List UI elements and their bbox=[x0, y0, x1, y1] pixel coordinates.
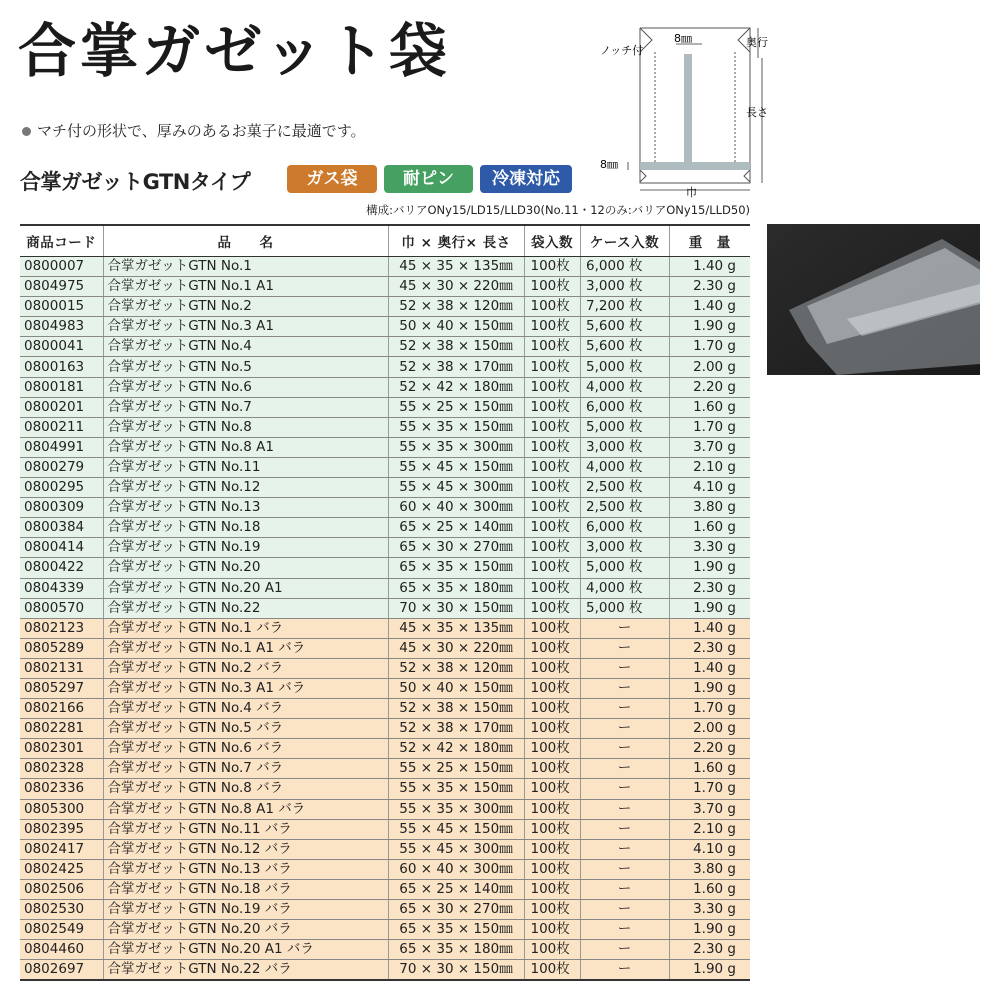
product-code: 0800422 bbox=[20, 558, 103, 578]
bag-quantity: 100枚 bbox=[524, 900, 580, 920]
case-quantity: 5,000 枚 bbox=[580, 357, 669, 377]
header-case-qty: ケース入数 bbox=[580, 225, 669, 257]
bag-diagram bbox=[600, 18, 780, 198]
table-row bbox=[20, 638, 750, 658]
product-weight: 3.70 g bbox=[669, 437, 750, 457]
case-quantity: 4,000 枚 bbox=[580, 377, 669, 397]
table-row bbox=[20, 759, 750, 779]
product-code: 0800181 bbox=[20, 377, 103, 397]
product-code: 0805300 bbox=[20, 799, 103, 819]
product-name: 合掌ガゼットGTN No.5 バラ bbox=[103, 719, 388, 739]
case-quantity: ー bbox=[580, 658, 669, 678]
case-quantity: ー bbox=[580, 719, 669, 739]
case-quantity: ー bbox=[580, 618, 669, 638]
product-size: 55 × 45 × 150㎜ bbox=[388, 819, 524, 839]
product-weight: 1.90 g bbox=[669, 598, 750, 618]
header-weight: 重 量 bbox=[669, 225, 750, 257]
product-size: 70 × 30 × 150㎜ bbox=[388, 960, 524, 981]
product-size: 55 × 45 × 300㎜ bbox=[388, 478, 524, 498]
table-row bbox=[20, 337, 750, 357]
case-quantity: ー bbox=[580, 879, 669, 899]
bag-quantity: 100枚 bbox=[524, 498, 580, 518]
product-weight: 1.90 g bbox=[669, 920, 750, 940]
product-code: 0800041 bbox=[20, 337, 103, 357]
product-name: 合掌ガゼットGTN No.13 bbox=[103, 498, 388, 518]
bag-quantity: 100枚 bbox=[524, 377, 580, 397]
length-label: 長さ bbox=[746, 106, 768, 119]
product-weight: 1.70 g bbox=[669, 699, 750, 719]
bag-quantity: 100枚 bbox=[524, 357, 580, 377]
product-code: 0802395 bbox=[20, 819, 103, 839]
product-size: 52 × 38 × 170㎜ bbox=[388, 719, 524, 739]
bag-outline bbox=[640, 28, 750, 183]
product-name: 合掌ガゼットGTN No.19 バラ bbox=[103, 900, 388, 920]
table-row bbox=[20, 277, 750, 297]
product-size: 65 × 35 × 150㎜ bbox=[388, 920, 524, 940]
case-quantity: ー bbox=[580, 799, 669, 819]
product-size: 55 × 35 × 300㎜ bbox=[388, 799, 524, 819]
case-quantity: 2,500 枚 bbox=[580, 498, 669, 518]
badge-pin-resistant: 耐ピン bbox=[384, 165, 473, 193]
table-row bbox=[20, 819, 750, 839]
table-row bbox=[20, 498, 750, 518]
table-row bbox=[20, 920, 750, 940]
table-row bbox=[20, 558, 750, 578]
product-code: 0800201 bbox=[20, 397, 103, 417]
case-quantity: 3,000 枚 bbox=[580, 538, 669, 558]
product-weight: 2.30 g bbox=[669, 277, 750, 297]
table-row bbox=[20, 658, 750, 678]
product-weight: 1.70 g bbox=[669, 337, 750, 357]
composition-note: 構成:バリアONy15/LD15/LLD30(No.11・12のみ:バリアONy15/LLD50) bbox=[366, 203, 750, 217]
product-weight: 2.30 g bbox=[669, 638, 750, 658]
table-row bbox=[20, 578, 750, 598]
bag-quantity: 100枚 bbox=[524, 719, 580, 739]
product-name: 合掌ガゼットGTN No.18 バラ bbox=[103, 879, 388, 899]
product-size: 60 × 40 × 300㎜ bbox=[388, 859, 524, 879]
bag-quantity: 100枚 bbox=[524, 538, 580, 558]
product-code: 0800570 bbox=[20, 598, 103, 618]
product-code: 0802336 bbox=[20, 779, 103, 799]
table-row bbox=[20, 779, 750, 799]
case-quantity: ー bbox=[580, 819, 669, 839]
bag-quantity: 100枚 bbox=[524, 678, 580, 698]
product-size: 65 × 35 × 180㎜ bbox=[388, 940, 524, 960]
table-row bbox=[20, 879, 750, 899]
header-code: 商品コード bbox=[20, 225, 103, 257]
bag-quantity: 100枚 bbox=[524, 739, 580, 759]
bag-quantity: 100枚 bbox=[524, 799, 580, 819]
product-weight: 3.80 g bbox=[669, 859, 750, 879]
product-weight: 1.90 g bbox=[669, 678, 750, 698]
center-seal bbox=[684, 54, 692, 166]
product-name: 合掌ガゼットGTN No.1 バラ bbox=[103, 618, 388, 638]
product-weight: 4.10 g bbox=[669, 478, 750, 498]
bag-quantity: 100枚 bbox=[524, 317, 580, 337]
product-size: 52 × 42 × 180㎜ bbox=[388, 377, 524, 397]
table-row bbox=[20, 900, 750, 920]
bag-quantity: 100枚 bbox=[524, 297, 580, 317]
table-row bbox=[20, 297, 750, 317]
product-code: 0800211 bbox=[20, 417, 103, 437]
product-name: 合掌ガゼットGTN No.7 bbox=[103, 397, 388, 417]
bottom-seal bbox=[640, 162, 750, 170]
product-size: 65 × 35 × 180㎜ bbox=[388, 578, 524, 598]
product-code: 0802328 bbox=[20, 759, 103, 779]
badge-gas-bag: ガス袋 bbox=[287, 165, 377, 193]
table-row bbox=[20, 739, 750, 759]
case-quantity: 5,000 枚 bbox=[580, 598, 669, 618]
table-header-row bbox=[20, 225, 750, 257]
product-name: 合掌ガゼットGTN No.1 A1 bbox=[103, 277, 388, 297]
product-name: 合掌ガゼットGTN No.7 バラ bbox=[103, 759, 388, 779]
product-code: 0800279 bbox=[20, 457, 103, 477]
product-size: 60 × 40 × 300㎜ bbox=[388, 498, 524, 518]
header-bag-qty: 袋入数 bbox=[524, 225, 580, 257]
bag-quantity: 100枚 bbox=[524, 257, 580, 277]
bullet-icon bbox=[22, 127, 31, 136]
case-quantity: ー bbox=[580, 900, 669, 920]
product-weight: 2.30 g bbox=[669, 578, 750, 598]
table-row bbox=[20, 377, 750, 397]
table-row bbox=[20, 538, 750, 558]
product-name: 合掌ガゼットGTN No.12 バラ bbox=[103, 839, 388, 859]
bag-quantity: 100枚 bbox=[524, 779, 580, 799]
product-size: 65 × 25 × 140㎜ bbox=[388, 879, 524, 899]
product-name: 合掌ガゼットGTN No.6 bbox=[103, 377, 388, 397]
product-weight: 1.60 g bbox=[669, 759, 750, 779]
product-size: 52 × 38 × 150㎜ bbox=[388, 699, 524, 719]
product-code: 0802425 bbox=[20, 859, 103, 879]
product-weight: 1.40 g bbox=[669, 257, 750, 277]
product-weight: 2.00 g bbox=[669, 357, 750, 377]
case-quantity: ー bbox=[580, 779, 669, 799]
product-name: 合掌ガゼットGTN No.2 バラ bbox=[103, 658, 388, 678]
product-size: 70 × 30 × 150㎜ bbox=[388, 598, 524, 618]
bag-quantity: 100枚 bbox=[524, 578, 580, 598]
product-weight: 2.00 g bbox=[669, 719, 750, 739]
product-name: 合掌ガゼットGTN No.11 バラ bbox=[103, 819, 388, 839]
product-code: 0802131 bbox=[20, 658, 103, 678]
table-row bbox=[20, 618, 750, 638]
product-code: 0802417 bbox=[20, 839, 103, 859]
product-name: 合掌ガゼットGTN No.13 バラ bbox=[103, 859, 388, 879]
badge-freezer-safe: 冷凍対応 bbox=[480, 165, 572, 193]
product-size: 55 × 25 × 150㎜ bbox=[388, 759, 524, 779]
product-size: 45 × 35 × 135㎜ bbox=[388, 618, 524, 638]
product-size: 55 × 45 × 150㎜ bbox=[388, 457, 524, 477]
product-name: 合掌ガゼットGTN No.4 バラ bbox=[103, 699, 388, 719]
product-weight: 2.10 g bbox=[669, 457, 750, 477]
table-row bbox=[20, 417, 750, 437]
product-weight: 2.20 g bbox=[669, 739, 750, 759]
product-weight: 1.90 g bbox=[669, 558, 750, 578]
product-weight: 2.30 g bbox=[669, 940, 750, 960]
product-weight: 1.70 g bbox=[669, 779, 750, 799]
case-quantity: ー bbox=[580, 940, 669, 960]
bag-quantity: 100枚 bbox=[524, 618, 580, 638]
bag-quantity: 100枚 bbox=[524, 879, 580, 899]
product-weight: 1.40 g bbox=[669, 618, 750, 638]
bag-quantity: 100枚 bbox=[524, 457, 580, 477]
table-row bbox=[20, 859, 750, 879]
product-weight: 1.60 g bbox=[669, 518, 750, 538]
product-size: 55 × 35 × 150㎜ bbox=[388, 779, 524, 799]
product-name: 合掌ガゼットGTN No.19 bbox=[103, 538, 388, 558]
case-quantity: 4,000 枚 bbox=[580, 457, 669, 477]
table-row bbox=[20, 839, 750, 859]
product-code: 0804339 bbox=[20, 578, 103, 598]
product-code: 0800163 bbox=[20, 357, 103, 377]
product-size: 50 × 40 × 150㎜ bbox=[388, 317, 524, 337]
bag-quantity: 100枚 bbox=[524, 598, 580, 618]
table-row bbox=[20, 518, 750, 538]
product-code: 0804975 bbox=[20, 277, 103, 297]
product-code: 0800309 bbox=[20, 498, 103, 518]
bag-quantity: 100枚 bbox=[524, 417, 580, 437]
product-weight: 1.40 g bbox=[669, 297, 750, 317]
description bbox=[22, 120, 366, 141]
header-size: 巾 × 奥行× 長さ bbox=[388, 225, 524, 257]
bag-quantity: 100枚 bbox=[524, 920, 580, 940]
product-name: 合掌ガゼットGTN No.8 bbox=[103, 417, 388, 437]
bag-quantity: 100枚 bbox=[524, 397, 580, 417]
product-code: 0802123 bbox=[20, 618, 103, 638]
product-name: 合掌ガゼットGTN No.12 bbox=[103, 478, 388, 498]
product-weight: 4.10 g bbox=[669, 839, 750, 859]
product-name: 合掌ガゼットGTN No.4 bbox=[103, 337, 388, 357]
product-size: 45 × 35 × 135㎜ bbox=[388, 257, 524, 277]
product-code: 0802166 bbox=[20, 699, 103, 719]
notch-label: ノッチ付 bbox=[600, 44, 644, 57]
product-size: 55 × 45 × 300㎜ bbox=[388, 839, 524, 859]
product-name: 合掌ガゼットGTN No.20 bbox=[103, 558, 388, 578]
case-quantity: 4,000 枚 bbox=[580, 578, 669, 598]
case-quantity: 3,000 枚 bbox=[580, 437, 669, 457]
width-label: 巾 bbox=[686, 186, 697, 198]
case-quantity: ー bbox=[580, 699, 669, 719]
product-code: 0802281 bbox=[20, 719, 103, 739]
case-quantity: ー bbox=[580, 638, 669, 658]
bag-quantity: 100枚 bbox=[524, 940, 580, 960]
product-size: 55 × 25 × 150㎜ bbox=[388, 397, 524, 417]
bag-quantity: 100枚 bbox=[524, 839, 580, 859]
table-row bbox=[20, 457, 750, 477]
table-row bbox=[20, 960, 750, 981]
product-weight: 3.80 g bbox=[669, 498, 750, 518]
product-table bbox=[20, 224, 750, 981]
product-name: 合掌ガゼットGTN No.3 A1 bbox=[103, 317, 388, 337]
description-text: マチ付の形状で、厚みのあるお菓子に最適です。 bbox=[37, 122, 366, 140]
bag-quantity: 100枚 bbox=[524, 819, 580, 839]
case-quantity: ー bbox=[580, 920, 669, 940]
case-quantity: 5,000 枚 bbox=[580, 558, 669, 578]
product-weight: 2.10 g bbox=[669, 819, 750, 839]
case-quantity: ー bbox=[580, 678, 669, 698]
product-name: 合掌ガゼットGTN No.20 A1 バラ bbox=[103, 940, 388, 960]
product-name: 合掌ガゼットGTN No.8 バラ bbox=[103, 779, 388, 799]
bag-quantity: 100枚 bbox=[524, 638, 580, 658]
product-photo bbox=[767, 224, 980, 375]
table-row bbox=[20, 257, 750, 277]
product-type-title: 合掌ガゼットGTNタイプ bbox=[20, 170, 251, 194]
product-name: 合掌ガゼットGTN No.20 バラ bbox=[103, 920, 388, 940]
product-weight: 1.60 g bbox=[669, 879, 750, 899]
page-title: 合掌ガゼット袋 bbox=[18, 17, 451, 85]
product-name: 合掌ガゼットGTN No.2 bbox=[103, 297, 388, 317]
case-quantity: ー bbox=[580, 960, 669, 981]
product-code: 0800384 bbox=[20, 518, 103, 538]
product-weight: 3.30 g bbox=[669, 538, 750, 558]
product-code: 0804460 bbox=[20, 940, 103, 960]
top-width-label: 8㎜ bbox=[674, 32, 692, 45]
table-row bbox=[20, 699, 750, 719]
product-size: 45 × 30 × 220㎜ bbox=[388, 638, 524, 658]
product-name: 合掌ガゼットGTN No.22 bbox=[103, 598, 388, 618]
case-quantity: 6,000 枚 bbox=[580, 397, 669, 417]
product-code: 0804983 bbox=[20, 317, 103, 337]
product-name: 合掌ガゼットGTN No.1 bbox=[103, 257, 388, 277]
product-size: 52 × 42 × 180㎜ bbox=[388, 739, 524, 759]
product-size: 52 × 38 × 120㎜ bbox=[388, 297, 524, 317]
product-name: 合掌ガゼットGTN No.8 A1 バラ bbox=[103, 799, 388, 819]
product-code: 0805289 bbox=[20, 638, 103, 658]
bag-quantity: 100枚 bbox=[524, 699, 580, 719]
table-row bbox=[20, 678, 750, 698]
product-size: 65 × 25 × 140㎜ bbox=[388, 518, 524, 538]
product-name: 合掌ガゼットGTN No.6 バラ bbox=[103, 739, 388, 759]
table-row bbox=[20, 357, 750, 377]
case-quantity: 5,000 枚 bbox=[580, 417, 669, 437]
product-code: 0800007 bbox=[20, 257, 103, 277]
product-name: 合掌ガゼットGTN No.20 A1 bbox=[103, 578, 388, 598]
product-size: 45 × 30 × 220㎜ bbox=[388, 277, 524, 297]
table-row bbox=[20, 478, 750, 498]
case-quantity: 5,600 枚 bbox=[580, 337, 669, 357]
bag-quantity: 100枚 bbox=[524, 759, 580, 779]
table-row bbox=[20, 799, 750, 819]
bag-quantity: 100枚 bbox=[524, 960, 580, 981]
product-weight: 1.60 g bbox=[669, 397, 750, 417]
product-code: 0800015 bbox=[20, 297, 103, 317]
product-size: 52 × 38 × 120㎜ bbox=[388, 658, 524, 678]
table-row bbox=[20, 437, 750, 457]
bag-quantity: 100枚 bbox=[524, 859, 580, 879]
product-size: 52 × 38 × 150㎜ bbox=[388, 337, 524, 357]
case-quantity: ー bbox=[580, 839, 669, 859]
case-quantity: ー bbox=[580, 759, 669, 779]
bag-quantity: 100枚 bbox=[524, 558, 580, 578]
product-code: 0804991 bbox=[20, 437, 103, 457]
bag-quantity: 100枚 bbox=[524, 337, 580, 357]
product-size: 52 × 38 × 170㎜ bbox=[388, 357, 524, 377]
product-code: 0802697 bbox=[20, 960, 103, 981]
case-quantity: ー bbox=[580, 859, 669, 879]
product-weight: 1.70 g bbox=[669, 417, 750, 437]
product-name: 合掌ガゼットGTN No.5 bbox=[103, 357, 388, 377]
product-weight: 3.70 g bbox=[669, 799, 750, 819]
depth-label: 奥行 bbox=[746, 36, 768, 49]
bag-quantity: 100枚 bbox=[524, 437, 580, 457]
table-row bbox=[20, 317, 750, 337]
product-name: 合掌ガゼットGTN No.3 A1 バラ bbox=[103, 678, 388, 698]
bag-quantity: 100枚 bbox=[524, 518, 580, 538]
product-size: 50 × 40 × 150㎜ bbox=[388, 678, 524, 698]
product-name: 合掌ガゼットGTN No.22 バラ bbox=[103, 960, 388, 981]
bag-quantity: 100枚 bbox=[524, 277, 580, 297]
product-name: 合掌ガゼットGTN No.11 bbox=[103, 457, 388, 477]
product-weight: 1.40 g bbox=[669, 658, 750, 678]
case-quantity: 7,200 枚 bbox=[580, 297, 669, 317]
product-code: 0805297 bbox=[20, 678, 103, 698]
case-quantity: 5,600 枚 bbox=[580, 317, 669, 337]
table-row bbox=[20, 598, 750, 618]
product-size: 55 × 35 × 300㎜ bbox=[388, 437, 524, 457]
case-quantity: 2,500 枚 bbox=[580, 478, 669, 498]
product-weight: 2.20 g bbox=[669, 377, 750, 397]
product-name: 合掌ガゼットGTN No.18 bbox=[103, 518, 388, 538]
header-name: 品 名 bbox=[103, 225, 388, 257]
product-code: 0800295 bbox=[20, 478, 103, 498]
table-row bbox=[20, 719, 750, 739]
case-quantity: 6,000 枚 bbox=[580, 257, 669, 277]
product-code: 0800414 bbox=[20, 538, 103, 558]
product-size: 65 × 30 × 270㎜ bbox=[388, 538, 524, 558]
product-weight: 3.30 g bbox=[669, 900, 750, 920]
table-row bbox=[20, 940, 750, 960]
bag-quantity: 100枚 bbox=[524, 478, 580, 498]
product-weight: 1.90 g bbox=[669, 960, 750, 981]
product-code: 0802506 bbox=[20, 879, 103, 899]
product-size: 65 × 30 × 270㎜ bbox=[388, 900, 524, 920]
product-code: 0802530 bbox=[20, 900, 103, 920]
product-code: 0802301 bbox=[20, 739, 103, 759]
table-row bbox=[20, 397, 750, 417]
bottom-width-label: 8㎜ bbox=[600, 158, 618, 171]
product-name: 合掌ガゼットGTN No.1 A1 バラ bbox=[103, 638, 388, 658]
product-size: 55 × 35 × 150㎜ bbox=[388, 417, 524, 437]
case-quantity: ー bbox=[580, 739, 669, 759]
product-name: 合掌ガゼットGTN No.8 A1 bbox=[103, 437, 388, 457]
case-quantity: 6,000 枚 bbox=[580, 518, 669, 538]
product-code: 0802549 bbox=[20, 920, 103, 940]
bag-quantity: 100枚 bbox=[524, 658, 580, 678]
case-quantity: 3,000 枚 bbox=[580, 277, 669, 297]
product-size: 65 × 35 × 150㎜ bbox=[388, 558, 524, 578]
product-weight: 1.90 g bbox=[669, 317, 750, 337]
